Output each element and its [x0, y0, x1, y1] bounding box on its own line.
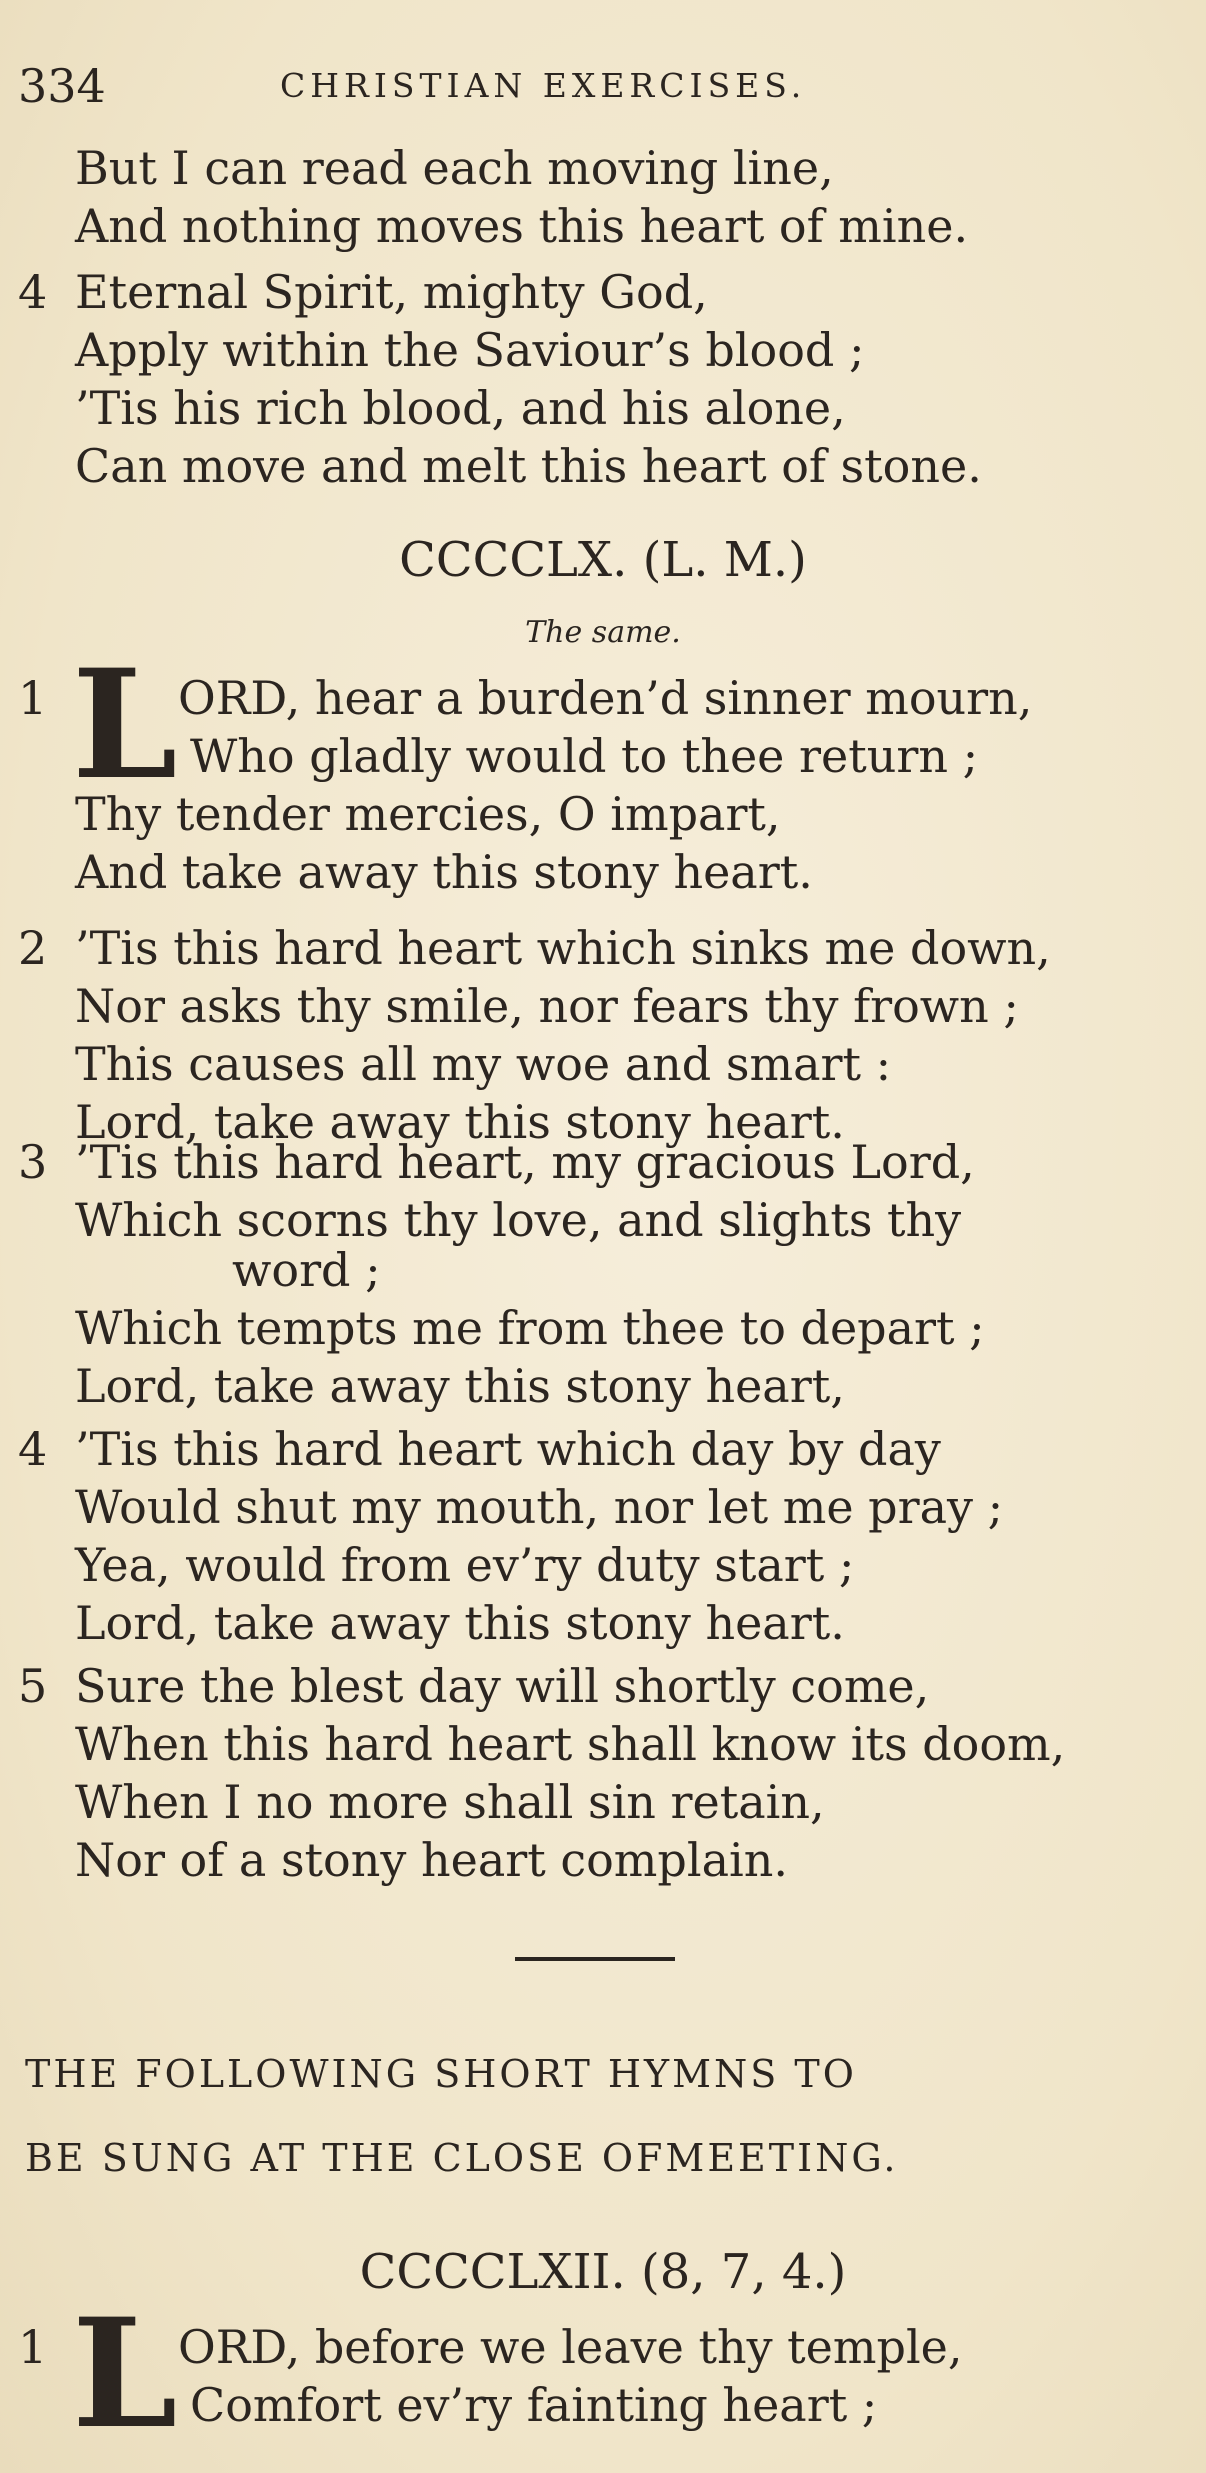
verse-line: ’Tis this hard heart which day by day [75, 1422, 941, 1476]
hymn-subtitle: The same. [525, 615, 681, 650]
stanza-number: 1 [18, 2320, 48, 2374]
verse-line: Sure the blest day will shortly come, [75, 1659, 930, 1713]
verse-line: Can move and melt this heart of stone. [75, 439, 982, 493]
verse-line: This causes all my woe and smart : [75, 1037, 892, 1091]
verse-line: Apply within the Saviour’s blood ; [75, 323, 865, 377]
stanza-number: 1 [18, 671, 48, 725]
verse-line: ’Tis his rich blood, and his alone, [75, 381, 846, 435]
section-divider [515, 1957, 675, 1961]
hymn-title: CCCCLXII. (8, 7, 4.) [359, 2244, 847, 2300]
stanza-number: 4 [18, 265, 48, 319]
stanza-number: 4 [18, 1422, 48, 1476]
page-header [18, 56, 1178, 116]
stanza-number: 2 [18, 921, 48, 975]
drop-cap: L [72, 2286, 178, 2462]
verse-line: Nor of a stony heart complain. [75, 1833, 788, 1887]
verse-line: ORD, before we leave thy temple, [178, 2320, 963, 2374]
verse-line: Comfort ev’ry fainting heart ; [190, 2378, 878, 2432]
running-head: CHRISTIAN EXERCISES. [280, 66, 807, 105]
stanza-number: 5 [18, 1659, 48, 1713]
verse-line: Which scorns thy love, and slights thy [75, 1193, 962, 1247]
stanza-number: 3 [18, 1135, 48, 1189]
verse-line: ’Tis this hard heart, my gracious Lord, [75, 1135, 975, 1189]
verse-line: Would shut my mouth, nor let me pray ; [75, 1480, 1004, 1534]
section-heading-line: THE FOLLOWING SHORT HYMNS TO [25, 2052, 857, 2096]
verse-line: Which tempts me from thee to depart ; [75, 1301, 985, 1355]
verse-line: word ; [232, 1243, 381, 1297]
verse-line: But I can read each moving line, [75, 141, 834, 195]
page-number: 334 [18, 59, 106, 113]
verse-line: Who gladly would to thee return ; [190, 729, 979, 783]
verse-line: Lord, take away this stony heart. [75, 1095, 845, 1149]
verse-line: And take away this stony heart. [75, 845, 813, 899]
verse-line: Eternal Spirit, mighty God, [75, 265, 708, 319]
verse-line: Nor asks thy smile, nor fears thy frown ; [75, 979, 1019, 1033]
hymn-title: CCCCLX. (L. M.) [399, 532, 807, 588]
verse-line: Lord, take away this stony heart, [75, 1359, 845, 1413]
verse-line: And nothing moves this heart of mine. [75, 199, 969, 253]
verse-line: Thy tender mercies, O impart, [75, 787, 781, 841]
drop-cap: L [72, 637, 178, 813]
verse-line: Lord, take away this stony heart. [75, 1596, 845, 1650]
verse-line: When I no more shall sin retain, [75, 1775, 825, 1829]
verse-line: ’Tis this hard heart which sinks me down, [75, 921, 1051, 975]
verse-line: Yea, would from ev’ry duty start ; [75, 1538, 855, 1592]
verse-line: ORD, hear a burden’d sinner mourn, [178, 671, 1033, 725]
verse-line: When this hard heart shall know its doom, [75, 1717, 1066, 1771]
section-heading-line: BE SUNG AT THE CLOSE OFMEETING. [25, 2136, 899, 2180]
